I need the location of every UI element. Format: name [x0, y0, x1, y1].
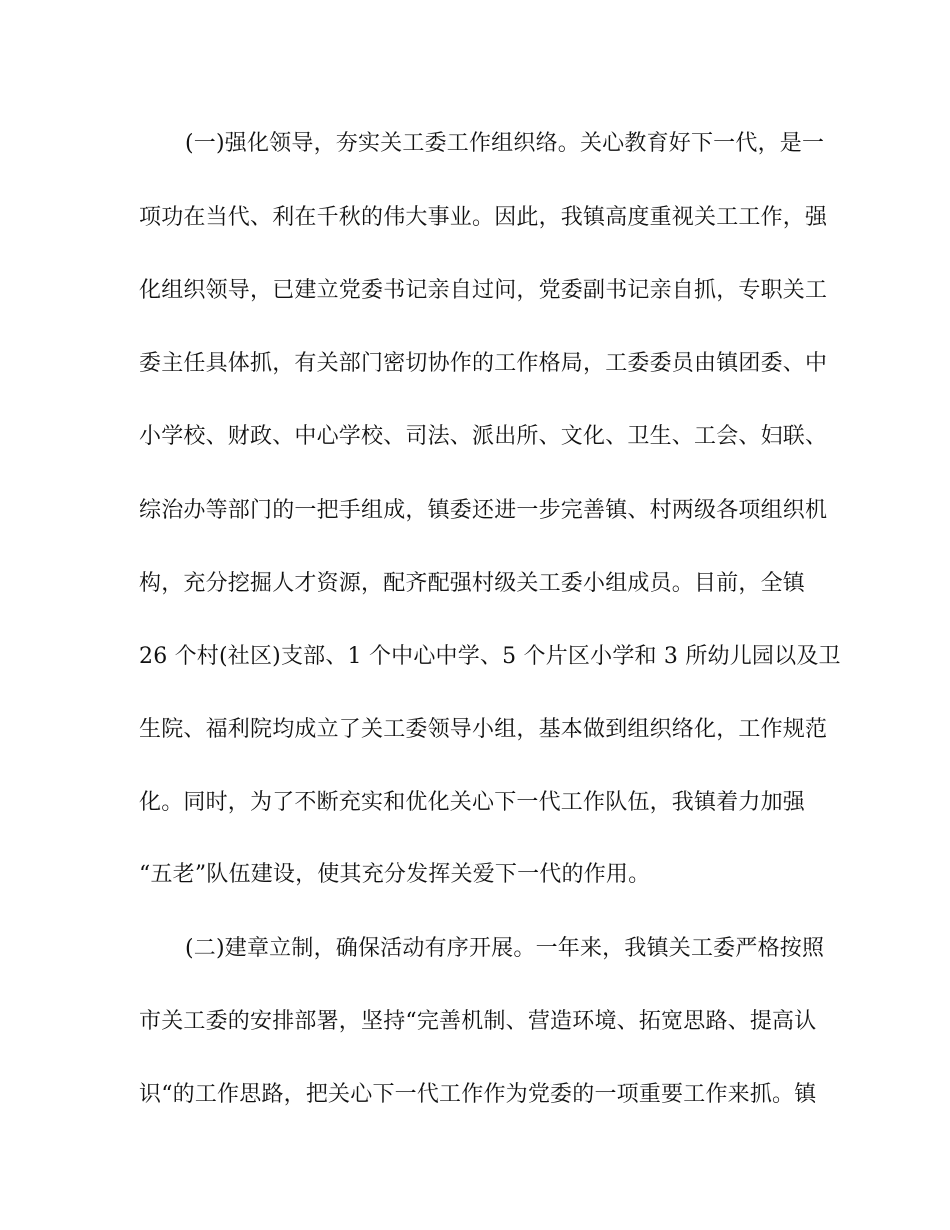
paragraph-1-line-8: 26 个村(社区)支部、1 个中心中学、5 个片区小学和 3 所幼儿园以及卫: [139, 644, 841, 669]
paragraph-1-line-9: 生院、福利院均成立了关工委领导小组，基本做到组织络化，工作规范: [139, 717, 828, 742]
paragraph-1-line-5: 小学校、财政、中心学校、司法、派出所、文化、卫生、工会、妇联、: [139, 424, 828, 449]
paragraph-1-line-2: 项功在当代、利在千秋的伟大事业。因此，我镇高度重视关工工作，强: [139, 205, 828, 230]
paragraph-1-line-10: 化。同时，为了不断充实和优化关心下一代工作队伍，我镇着力加强: [139, 790, 806, 815]
paragraph-2-line-1: (二)建章立制，确保活动有序开展。一年来，我镇关工委严格按照: [185, 936, 825, 961]
paragraph-1-line-6: 综治办等部门的一把手组成，镇委还进一步完善镇、村两级各项组织机: [139, 498, 828, 523]
paragraph-1-line-3: 化组织领导，已建立党委书记亲自过问，党委副书记亲自抓，专职关工: [139, 278, 828, 303]
paragraph-2-line-2: 市关工委的安排部署，坚持“完善机制、营造环境、拓宽思路、提高认: [139, 1009, 817, 1034]
paragraph-2-line-3: 识“的工作思路，把关心下一代工作作为党委的一项重要工作来抓。镇: [139, 1082, 817, 1107]
paragraph-1-line-1: (一)强化领导，夯实关工委工作组织络。关心教育好下一代，是一: [185, 131, 825, 156]
paragraph-1-line-4: 委主任具体抓，有关部门密切协作的工作格局，工委委员由镇团委、中: [139, 351, 828, 376]
paragraph-1-line-7: 构，充分挖掘人才资源，配齐配强村级关工委小组成员。目前，全镇: [139, 571, 806, 596]
paragraph-1-line-11: “五老”队伍建设，使其充分发挥关爱下一代的作用。: [139, 862, 651, 887]
